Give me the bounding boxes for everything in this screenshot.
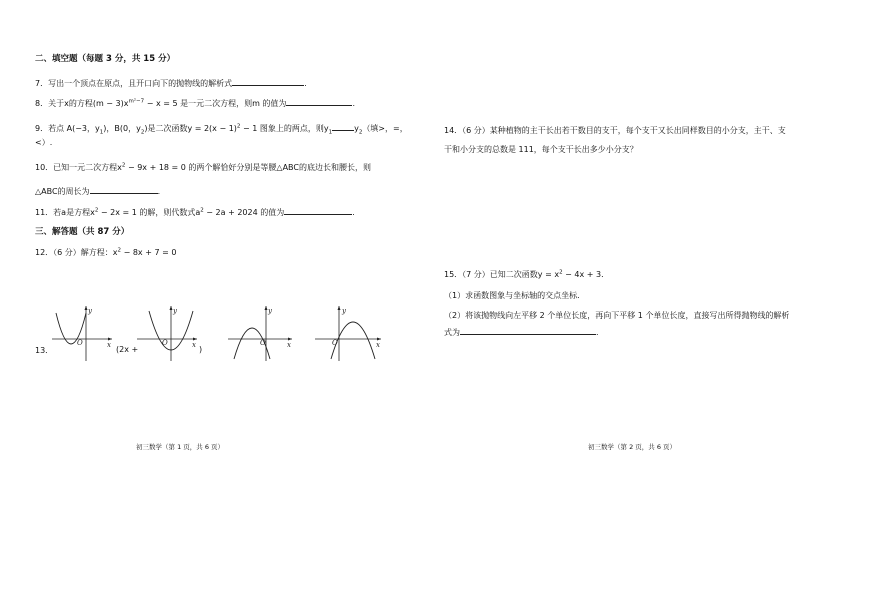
q11-end: . xyxy=(352,208,355,217)
q11-answer-blank[interactable] xyxy=(284,206,352,215)
q7-answer-blank[interactable] xyxy=(232,77,304,86)
graph-c-origin: O xyxy=(260,339,266,347)
q9-y: y xyxy=(354,124,359,133)
q9-mid-3: − 1 图象上的两点，则y xyxy=(240,124,329,133)
q9-sub-4: 2 xyxy=(358,129,363,136)
q9-mid: )，B(0，y xyxy=(103,124,141,133)
graph-d-origin: O xyxy=(332,339,338,347)
graph-a-y-label: y xyxy=(88,307,92,315)
q13-number: 13． xyxy=(35,346,54,355)
q9-sub-1: 1 xyxy=(99,129,104,136)
q8-exponent: m²−7 xyxy=(128,98,145,105)
section-2-heading: 二、填空题（每题 3 分，共 15 分） xyxy=(35,54,176,64)
graph-c-y-label: y xyxy=(268,307,272,315)
graph-b-origin: O xyxy=(162,339,168,347)
question-10-line-2 xyxy=(35,185,160,197)
question-9-line-2: <）. xyxy=(35,138,53,147)
question-12 xyxy=(35,248,176,258)
question-14-line-1: 14．（6 分）某种植物的主干长出若干数目的支干，每个支干又长出同样数目的小分支，主干、支 xyxy=(444,126,786,135)
q9-sub-2: 2 xyxy=(140,129,145,136)
q7-text: 7．写出一个顶点在原点，且开口向下的抛物线的解析式 xyxy=(35,79,233,88)
q11-square-1: 2 xyxy=(94,207,99,214)
question-8 xyxy=(35,97,355,109)
graph-b-x-label: x xyxy=(192,341,196,349)
question-7 xyxy=(35,77,307,89)
q9-mid-2: )是二次函数y = 2(x − 1) xyxy=(144,124,237,133)
graph-c-x-label: x xyxy=(287,341,291,349)
q11-pre: 11．若a是方程x xyxy=(35,208,95,217)
question-15-part-2-line-1: （2）将该抛物线向左平移 2 个单位长度，再向下平移 1 个单位长度，直接写出所得抛物线的解析 xyxy=(444,311,790,320)
graph-a-x-label: x xyxy=(107,341,111,349)
q12-post: − 8x + 7 = 0 xyxy=(121,248,177,257)
graph-b-y-label: y xyxy=(173,307,177,315)
graph-a xyxy=(50,303,116,363)
q13-fragment-1: (2x + xyxy=(116,345,139,354)
q7-end: . xyxy=(304,79,307,88)
question-11 xyxy=(35,206,355,218)
q12-square: 2 xyxy=(117,247,122,254)
q10-answer-blank[interactable] xyxy=(90,185,158,194)
footer-page-1: 初三数学（第 1 页，共 6 页） xyxy=(136,443,225,451)
graph-d-y-label: y xyxy=(342,307,346,315)
question-15-part-2-line-2 xyxy=(444,326,599,338)
q13-fragment-2: ) xyxy=(199,345,203,354)
q12-pre: 12．（6 分）解方程：x xyxy=(35,248,118,257)
q9-answer-blank[interactable] xyxy=(332,122,354,131)
section-3-heading: 三、解答题（共 87 分） xyxy=(35,227,130,237)
q11-mid-2: − 2a + 2024 的值为 xyxy=(203,208,285,217)
graph-a-origin: O xyxy=(77,339,83,347)
question-9-line-1 xyxy=(35,122,408,134)
q15-post: − 4x + 3． xyxy=(562,270,610,279)
graph-b xyxy=(135,303,201,363)
q9-pre: 9．若点 A(−3，y xyxy=(35,124,100,133)
graph-d xyxy=(313,303,385,363)
graph-d-x-label: x xyxy=(376,341,380,349)
question-14-line-2: 干和小分支的总数是 111，每个支干长出多少小分支？ xyxy=(444,145,638,154)
q11-square-2: 2 xyxy=(200,207,204,214)
q11-mid-1: − 2x = 1 的解，则代数式a xyxy=(98,208,201,217)
q15-square: 2 xyxy=(559,269,563,276)
q9-square: 2 xyxy=(236,123,241,130)
q8-mid: − x = 5 是一元二次方程，则m 的值为 xyxy=(144,99,287,108)
q15-part2-pre: 式为 xyxy=(444,328,460,337)
q9-end: （填>，=， xyxy=(362,124,408,133)
q10-end: . xyxy=(157,187,161,196)
q8-answer-blank[interactable] xyxy=(286,97,352,106)
q15-answer-blank[interactable] xyxy=(460,326,596,335)
q10-post: − 9x + 18 = 0 的两个解恰好分别是等腰△ABC的底边长和腰长，则 xyxy=(125,163,371,172)
graph-c xyxy=(226,303,296,363)
question-10-line-1 xyxy=(35,163,371,173)
q9-sub-3: 1 xyxy=(328,129,333,136)
q10-pre: 10．已知一元二次方程x xyxy=(35,163,122,172)
q8-pre: 8．关于x的方程(m − 3)x xyxy=(35,99,129,108)
q15-part2-end: . xyxy=(596,328,599,337)
footer-page-2: 初三数学（第 2 页，共 6 页） xyxy=(588,443,677,451)
q8-end: . xyxy=(352,99,355,108)
q15-pre: 15．（7 分）已知二次函数y = x xyxy=(444,270,560,279)
question-15-part-1: （1）求函数图象与坐标轴的交点坐标． xyxy=(444,291,586,300)
q10-square: 2 xyxy=(121,162,126,169)
q10-line2-pre: △ABC的周长为 xyxy=(35,187,90,196)
question-15-line-1 xyxy=(444,270,609,280)
